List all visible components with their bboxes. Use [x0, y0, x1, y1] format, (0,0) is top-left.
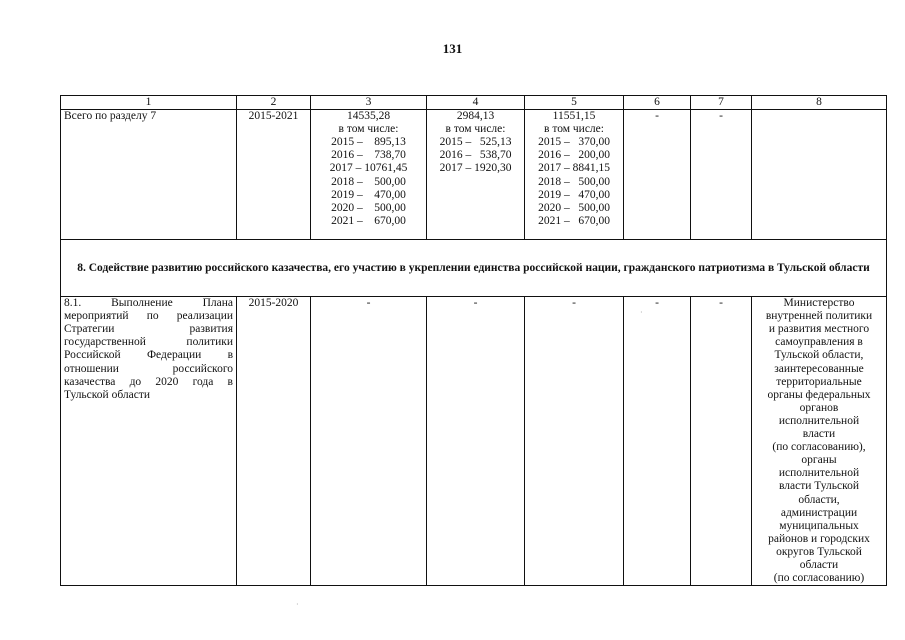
- total-col3-line: 2016 – 738,70: [331, 149, 406, 162]
- header-col-8: 8: [752, 96, 887, 110]
- section-title: 8. Содействие развитию российского казачества, его участию в укреплении единства российской нации, гражданского патриотизма в Тульской области: [61, 240, 887, 297]
- item-col8-line: исполнительной: [778, 467, 860, 480]
- item-col8-line: органы: [801, 454, 837, 467]
- item-col8: [752, 297, 887, 586]
- total-col5: [525, 110, 624, 240]
- total-col3-line: 2019 – 470,00: [331, 188, 406, 201]
- item-label: 8.1. Выполнение Плана мероприятий по реализации Стратегии развития государственной политики Российской Федерации в отношении российского казачества до 2020 года в Тульской области: [61, 297, 237, 586]
- header-col-3: 3: [311, 96, 427, 110]
- item-col8-line: и развития местного: [768, 323, 870, 336]
- total-col4-line: 2016 – 538,70: [439, 149, 512, 162]
- total-col5-line: 2018 – 500,00: [538, 175, 610, 188]
- total-col8: [752, 110, 887, 240]
- total-col5-line: в том числе:: [544, 123, 604, 136]
- item-col8-line: Министерство: [783, 297, 855, 310]
- total-col3: [311, 110, 427, 240]
- total-col7: -: [691, 110, 752, 240]
- header-col-4: 4: [427, 96, 525, 110]
- total-col4: [427, 110, 525, 240]
- total-label: Всего по разделу 7: [61, 110, 237, 240]
- item-col8-line: области: [799, 558, 839, 571]
- item-col5: -: [525, 297, 624, 586]
- total-col4-line: 2984,13: [456, 110, 495, 123]
- total-col5-line: 2015 – 370,00: [538, 136, 610, 149]
- item-col8-line: (по согласованию): [773, 572, 865, 585]
- item-col8-line: самоуправления в: [775, 336, 863, 349]
- item-col6: -: [624, 297, 691, 586]
- total-col3-line: в том числе:: [338, 123, 399, 136]
- total-col3-line: 2020 – 500,00: [331, 201, 406, 214]
- page-number: 131: [442, 41, 463, 56]
- total-col3-line: 2018 – 500,00: [331, 175, 406, 188]
- total-col4-line: 2017 – 1920,30: [439, 162, 512, 175]
- item-col4: -: [427, 297, 525, 586]
- total-col5-line: 2020 – 500,00: [538, 201, 610, 214]
- item-col8-line: органы федеральных: [767, 388, 871, 401]
- header-col-1: 1: [61, 96, 237, 110]
- total-col5-line: 2016 – 200,00: [538, 149, 610, 162]
- item-col8-line: заинтересованные: [774, 362, 864, 375]
- total-col5-line: 2017 – 8841,15: [538, 162, 610, 175]
- total-col6: -: [624, 110, 691, 240]
- program-table: [60, 95, 887, 586]
- total-col5-line: 2019 – 470,00: [538, 188, 610, 201]
- header-col-2: 2: [237, 96, 311, 110]
- item-col8-line: муниципальных: [779, 519, 859, 532]
- item-col3: -: [311, 297, 427, 586]
- total-col3-line: 2017 – 10761,45: [329, 162, 408, 175]
- item-row: [61, 297, 887, 586]
- item-col8-line: власти Тульской: [779, 480, 859, 493]
- total-col5-line: 11551,15: [552, 110, 596, 123]
- item-period: 2015-2020: [237, 297, 311, 586]
- item-col8-line: районов и городских: [768, 532, 870, 545]
- total-col3-line: 14535,28: [346, 110, 391, 123]
- item-col8-line: территориальные: [776, 375, 862, 388]
- total-col3-line: 2021 – 670,00: [331, 214, 406, 227]
- item-col8-line: власти: [802, 428, 836, 441]
- item-col8-line: области,: [798, 493, 840, 506]
- item-col8-line: Тульской области,: [774, 349, 864, 362]
- total-col4-line: 2015 – 525,13: [439, 136, 512, 149]
- item-col8-line: администрации: [780, 506, 858, 519]
- header-row: [61, 96, 887, 110]
- item-col8-line: органов: [799, 401, 839, 414]
- item-col7: -: [691, 297, 752, 586]
- total-col4-line: в том числе:: [445, 123, 506, 136]
- total-period: 2015-2021: [237, 110, 311, 240]
- section-row: [61, 240, 887, 297]
- header-col-7: 7: [691, 96, 752, 110]
- total-col5-line: 2021 – 670,00: [538, 214, 610, 227]
- item-col8-line: (по согласованию),: [772, 441, 866, 454]
- item-col8-line: внутренней политики: [765, 310, 873, 323]
- total-col3-line: 2015 – 895,13: [331, 136, 406, 149]
- total-row: [61, 110, 887, 240]
- scan-speck: ·: [296, 600, 299, 609]
- header-col-5: 5: [525, 96, 624, 110]
- header-col-6: 6: [624, 96, 691, 110]
- item-col8-line: округов Тульской: [776, 545, 862, 558]
- item-col8-line: исполнительной: [778, 414, 860, 427]
- scan-speck: ·: [640, 308, 643, 317]
